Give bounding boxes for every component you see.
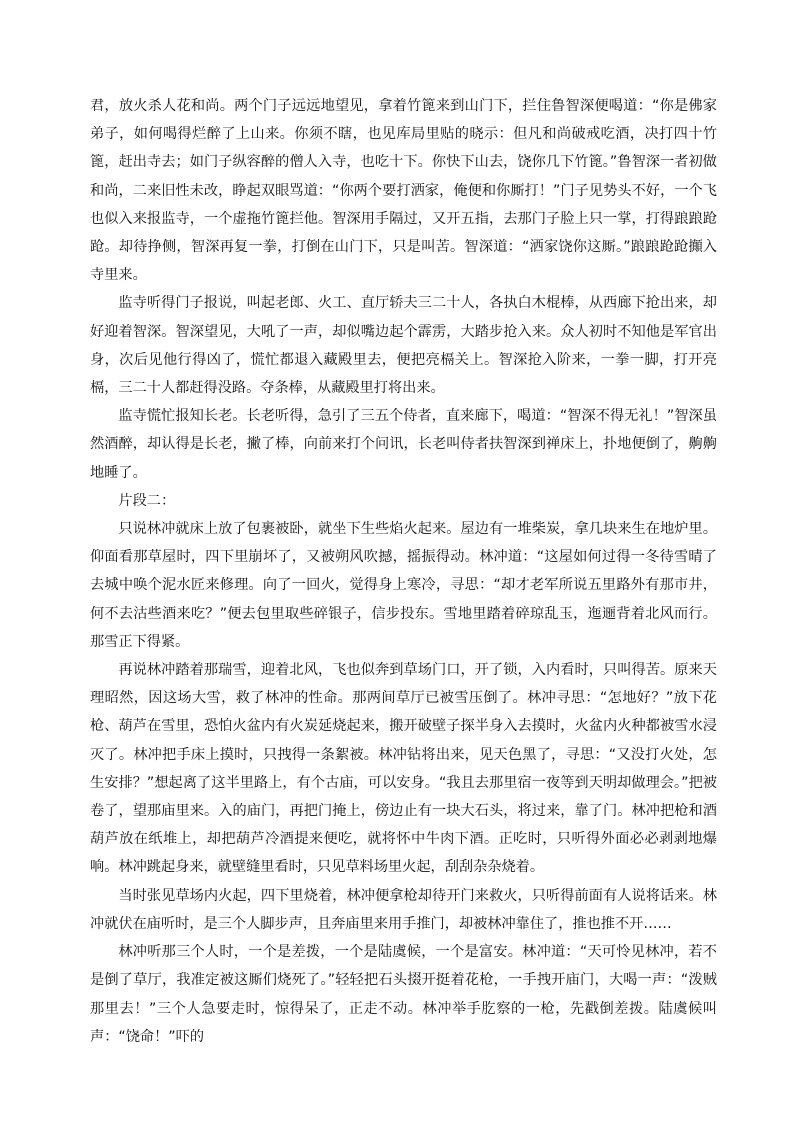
paragraph-1: 君，放火杀人花和尚。两个门子远远地望见，拿着竹篦来到山门下，拦住鲁智深便喝道：“你是佛家弟子，如何喝得烂醉了上山来。你须不瞎，也见库局里贴的晓示：但凡和尚破戒吃酒，决打四十竹篦，赶出寺去；如门子纵容醉的僧人入寺，也吃十下。你快下山去，饶你几下竹篦。”鲁智深一者初做和尚，二来旧性未改，睁起双眼骂道：“你两个要打洒家，俺便和你厮打！”门子见势头不好，一个飞也似入来报监寺，一个虚拖竹篦拦他。智深用手隔过，又开五指，去那门子脸上只一掌，打得踉踉跄跄。却待挣侧，智深再复一拳，打倒在山门下，只是叫苦。智深道：“洒家饶你这厮。”踉踉跄跄攧入寺里来。 xyxy=(90,98,717,284)
paragraph-5: 再说林冲踏着那瑞雪，迎着北风，飞也似奔到草场门口，开了锁，入内看时，只叫得苦。原来天理昭然，因这场大雪，救了林冲的性命。那两间草厅已被雪压倒了。林冲寻思：“怎地好？”放下花枪、葫芦在雪里，恐怕火盆内有火炭延烧起来，搬开破壁子探半身入去摸时，火盆内火种都被雪水浸灭了。林冲把手床上摸时，只拽得一条絮被。林冲钻将出来，见天色黑了，寻思：“又没打火处，怎生安排？”想起离了这半里路上，有个古庙，可以安身。“我且去那里宿一夜等到天明却做理会。”把被卷了，望那庙里来。入的庙门，再把门掩上，傍边止有一块大石头，将过来，靠了门。林冲把枪和酒葫芦放在纸堆上，却把葫芦冷酒提来便吃，就将怀中牛肉下酒。正吃时，只听得外面必必剥剥地爆响。林冲跳起身来，就壁缝里看时，只见草料场里火起，刮刮杂杂烧着。 xyxy=(90,662,717,876)
paragraph-7: 林冲听那三个人时，一个是差拨，一个是陆虞候，一个是富安。林冲道：“天可怜见林冲，若不是倒了草厅，我准定被这厮们烧死了。”轻轻把石头掇开挺着花枪，一手拽开庙门，大喝一声：“泼贼那里去！”三个人急要走时，惊得呆了，正走不动。林冲举手肐察的一枪，先戳倒差拨。陆虞候叫声：“饶命！”吓的 xyxy=(90,944,717,1045)
document-page xyxy=(90,92,717,1051)
paragraph-6: 当时张见草场内火起，四下里烧着，林冲便拿枪却待开门来救火，只听得前面有人说将话来。林冲就伏在庙听时，是三个人脚步声，且奔庙里来用手推门，却被林冲靠住了，推也推不开…… xyxy=(90,887,717,932)
paragraph-3: 监寺慌忙报知长老。长老听得，急引了三五个侍者，直来廊下，喝道：“智深不得无礼！”智深虽然酒醉，却认得是长老，撇了棒，向前来打个问讯，长老叫侍者扶智深到禅床上，扑地便倒了，齁齁地睡了。 xyxy=(90,408,717,481)
paragraph-2: 监寺听得门子报说，叫起老郎、火工、直厅轿夫三二十人，各执白木棍棒，从西廊下抢出来，却好迎着智深。智深望见，大吼了一声，却似嘴边起个霹雳，大踏步抢入来。众人初时不知他是军官出身，次后见他行得凶了，慌忙都退入藏殿里去，便把亮槅关上。智深抢入阶来，一拳一脚，打开亮槅，三二十人都赶得没路。夺条棒，从藏殿里打将出来。 xyxy=(90,295,717,397)
paragraph-4: 只说林冲就床上放了包裹被卧，就坐下生些焰火起来。屋边有一堆柴炭，拿几块来生在地炉里。仰面看那草屋时，四下里崩坏了，又被朔风吹撼，摇振得动。林冲道：“这屋如何过得一冬待雪晴了去城中唤个泥水匠来修理。向了一回火，觉得身上寒冷，寻思：“却才老军所说五里路外有那市井，何不去沽些酒来吃？”便去包里取些碎银子，信步投东。雪地里踏着碎琼乱玉，迤逦背着北风而行。那雪正下得紧。 xyxy=(90,521,717,650)
section-heading-fragment-two: 片段二： xyxy=(118,492,176,509)
